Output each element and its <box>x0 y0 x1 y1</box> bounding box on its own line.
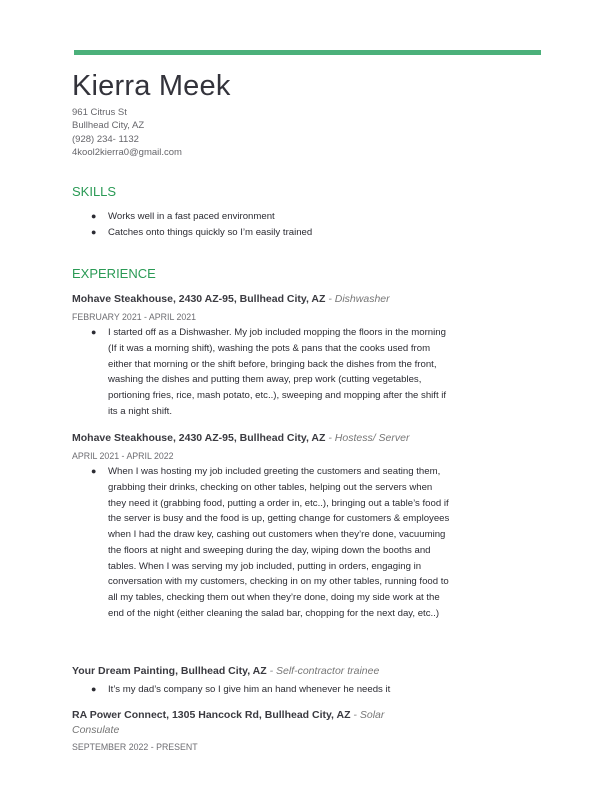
candidate-name: Kierra Meek <box>72 70 231 102</box>
list-item: ● Works well in a fast paced environment <box>90 209 312 225</box>
job-header <box>72 292 390 307</box>
list-item: ● It’s my dad’s company so I give him an hand whenever he needs it <box>90 682 452 698</box>
bullet-icon: ● <box>91 684 97 694</box>
contact-street: 961 Citrus St <box>72 107 127 118</box>
skills-heading: SKILLS <box>72 184 117 199</box>
job-role: - Hostess/ Server <box>325 432 410 444</box>
bullet-icon: ● <box>91 211 97 221</box>
job-header <box>72 708 432 738</box>
job-dates: FEBRUARY 2021 - APRIL 2021 <box>72 312 197 322</box>
job-description-list <box>90 682 452 698</box>
job-employer: Mohave Steakhouse, 2430 AZ-95, Bullhead City, AZ <box>72 293 326 305</box>
job-employer: Your Dream Painting, Bullhead City, AZ <box>72 665 267 677</box>
contact-email: 4kool2kierra0@gmail.com <box>72 147 182 158</box>
list-item: ● Catches onto things quickly so I’m easily trained <box>90 225 312 241</box>
job-dates: APRIL 2021 - APRIL 2022 <box>72 451 174 461</box>
bullet-icon: ● <box>91 466 97 476</box>
job-role: - Solar Consulate <box>72 709 385 736</box>
job-header <box>72 431 409 446</box>
skills-list <box>90 209 312 241</box>
job-header <box>72 664 379 679</box>
job-employer: RA Power Connect, 1305 Hancock Rd, Bullhead City, AZ <box>72 709 351 721</box>
list-item: ● When I was hosting my job included greeting the customers and seating them, grabbing their drinks, checking on other tables, helping out the servers when they need it (grabbing food, putting a order in, etc..), bringing out a table’s food if the server is busy and the food is up, getting change for customers & employees when I had the draw key, cashing out customers when they’re done, vacuuming the floors at night and sweeping during the day, wiping down the booths and tables. When I was serving my job included, putting in orders, engaging in conversation with my customers, checking in on my other tables, running food to all my tables, checking them out when they’re done, doing my side work at the end of the night (either cleaning the salad bar, chopping for the next day, etc..) <box>91 466 450 619</box>
job-description-list <box>90 325 452 420</box>
job-employer: Mohave Steakhouse, 2430 AZ-95, Bullhead City, AZ <box>72 432 326 444</box>
list-item: ● I started off as a Dishwasher. My job included mopping the floors in the morning (If it was a morning shift), washing the pots & pans that the cooks used from either that morning or the shift before, bringing back the dishes from the front, washing the dishes and putting them away, prep work (cutting vegetables, portioning fries, rice, mash potato, etc..), sweeping and mopping after the shift if its a night shift. <box>91 327 447 417</box>
experience-heading: EXPERIENCE <box>72 266 156 281</box>
contact-city: Bullhead City, AZ <box>72 120 145 131</box>
contact-phone: (928) 234- 1132 <box>72 134 139 145</box>
bullet-icon: ● <box>91 327 97 337</box>
job-role: - Self-contractor trainee <box>266 665 380 677</box>
job-description-list <box>90 464 452 622</box>
header-accent-bar <box>74 50 541 55</box>
job-role: - Dishwasher <box>325 293 390 305</box>
bullet-icon: ● <box>91 226 97 237</box>
job-dates: SEPTEMBER 2022 - PRESENT <box>72 742 198 752</box>
